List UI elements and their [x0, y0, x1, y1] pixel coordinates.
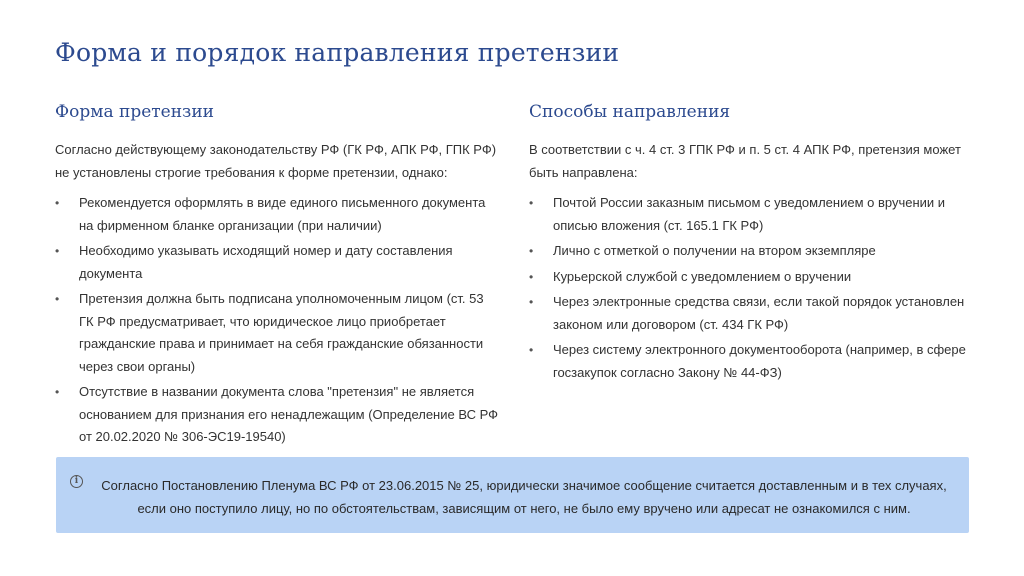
form-intro: Согласно действующему законодательству РФ (ГК РФ, АПК РФ, ГПК РФ) не установлены строгие требования к форме претензии, однако:: [55, 142, 497, 180]
list-item-text: Курьерской службой с уведомлением о вручении: [553, 268, 852, 284]
list-item-text: Через электронные средства связи, если такой порядок установлен законом или договором (ст. 434 ГК РФ): [553, 294, 965, 332]
list-item-text: Претензия должна быть подписана уполномоченным лицом (ст. 53 ГК РФ предусматривает, что юридическое лицо приобретает гражданские права и принимает на себя гражданские обязанности через свои органы): [79, 291, 484, 374]
list-item: [529, 240, 974, 263]
list-item-text: Рекомендуется оформлять в виде единого письменного документа на фирменном бланке организации (при наличии): [79, 195, 486, 233]
list-item: [529, 339, 974, 384]
info-note: [56, 457, 969, 533]
bullet-icon: •: [55, 196, 60, 210]
info-icon: i: [70, 475, 83, 488]
list-item: [55, 240, 500, 285]
bullet-icon: •: [529, 343, 534, 357]
methods-list: [529, 192, 974, 384]
list-item: [55, 381, 500, 449]
list-item: [55, 288, 500, 378]
list-item-text: Отсутствие в названии документа слова "претензия" не является основанием для признания его ненадлежащим (Определение ВС РФ от 20.02.2020 № 306-ЭС19-19540): [79, 384, 498, 444]
page-title: Форма и порядок направления претензии: [55, 38, 620, 67]
bullet-icon: •: [55, 244, 60, 258]
form-column: [55, 102, 500, 452]
bullet-icon: •: [529, 295, 534, 309]
list-item-text: Необходимо указывать исходящий номер и дату составления документа: [79, 243, 453, 281]
bullet-icon: •: [55, 292, 60, 306]
list-item-text: Лично с отметкой о получении на втором экземпляре: [553, 243, 876, 258]
info-note-text: Согласно Постановлению Пленума ВС РФ от 23.06.2015 № 25, юридически значимое сообщение считается доставленным и в тех случаях, если оно поступило лицу, но по обстоятельствам, зависящим от него, не было ему вручено или адресат не ознакомился с ним.: [101, 478, 947, 516]
list-item: [529, 192, 974, 237]
bullet-icon: •: [55, 385, 60, 399]
list-item: [55, 192, 500, 237]
methods-column: [529, 102, 974, 387]
bullet-icon: •: [529, 196, 534, 210]
methods-intro: В соответствии с ч. 4 ст. 3 ГПК РФ и п. 5 ст. 4 АПК РФ, претензия может быть направлена:: [529, 142, 961, 180]
bullet-icon: •: [529, 244, 534, 258]
list-item-text: Почтой России заказным письмом с уведомлением о вручении и описью вложения (ст. 165.1 ГК РФ): [553, 195, 946, 233]
bullet-icon: •: [529, 269, 534, 284]
form-requirements-list: [55, 192, 500, 449]
form-heading: Форма претензии: [55, 102, 214, 122]
methods-heading: Способы направления: [529, 102, 731, 122]
list-item-text: Через систему электронного документооборота (например, в сфере госзакупок согласно Закону № 44-ФЗ): [553, 342, 966, 380]
list-item: [529, 291, 974, 336]
list-item: [529, 266, 974, 289]
